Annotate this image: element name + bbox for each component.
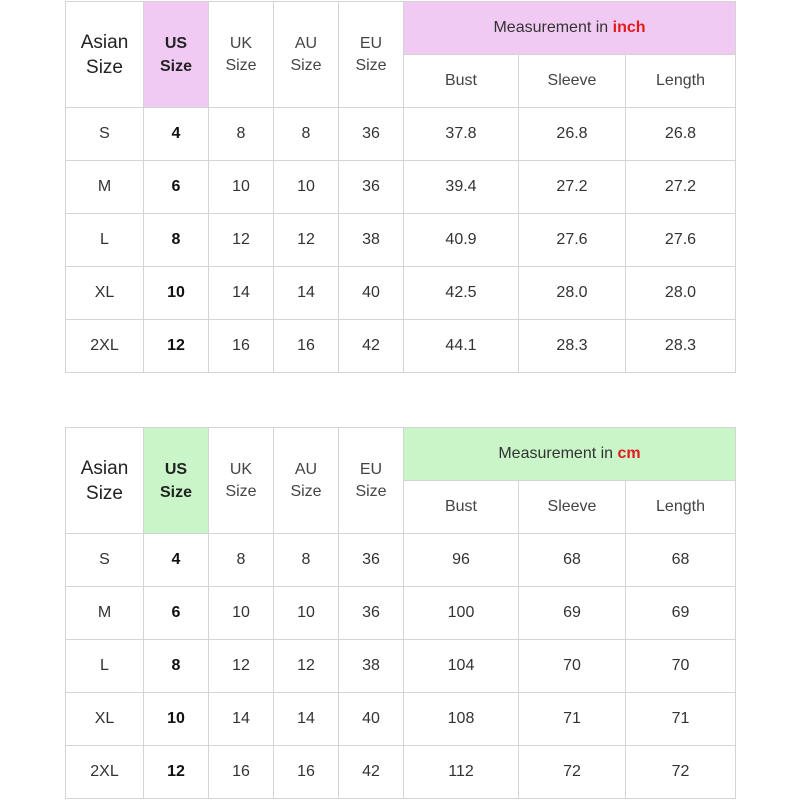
uk-size-cell: 16 (209, 320, 274, 373)
us-size-cell: 6 (144, 161, 209, 214)
sleeve-cell: 27.2 (519, 161, 626, 214)
uk-size-header: UK Size (209, 428, 274, 534)
length-cell: 27.6 (626, 214, 736, 267)
length-cell: 26.8 (626, 108, 736, 161)
table-row (66, 214, 736, 267)
table-row (66, 161, 736, 214)
bust-cell: 40.9 (404, 214, 519, 267)
eu-size-cell: 42 (339, 320, 404, 373)
table-row (66, 640, 736, 693)
asian-size-cell: L (66, 640, 144, 693)
eu-size-cell: 36 (339, 587, 404, 640)
au-size-cell: 10 (274, 587, 339, 640)
length-cell: 27.2 (626, 161, 736, 214)
us-size-cell: 4 (144, 108, 209, 161)
bust-cell: 39.4 (404, 161, 519, 214)
sleeve-cell: 70 (519, 640, 626, 693)
us-size-cell: 4 (144, 534, 209, 587)
length-cell: 68 (626, 534, 736, 587)
measurement-header (404, 428, 736, 481)
asian-size-cell: XL (66, 693, 144, 746)
sleeve-cell: 28.3 (519, 320, 626, 373)
sleeve-cell: 28.0 (519, 267, 626, 320)
size-chart-inch (65, 1, 736, 373)
us-size-header: US Size (144, 428, 209, 534)
au-size-cell: 8 (274, 108, 339, 161)
table-row (66, 746, 736, 799)
au-size-cell: 12 (274, 214, 339, 267)
eu-size-cell: 42 (339, 746, 404, 799)
length-cell: 71 (626, 693, 736, 746)
au-size-header: AU Size (274, 428, 339, 534)
uk-size-cell: 12 (209, 214, 274, 267)
bust-cell: 96 (404, 534, 519, 587)
asian-size-cell: 2XL (66, 320, 144, 373)
au-size-cell: 14 (274, 267, 339, 320)
length-cell: 28.0 (626, 267, 736, 320)
bust-cell: 108 (404, 693, 519, 746)
au-size-cell: 12 (274, 640, 339, 693)
sleeve-cell: 71 (519, 693, 626, 746)
asian-size-cell: M (66, 587, 144, 640)
bust-header: Bust (404, 55, 519, 108)
bust-cell: 44.1 (404, 320, 519, 373)
asian-size-header: Asian Size (66, 428, 144, 534)
us-size-cell: 10 (144, 693, 209, 746)
asian-size-cell: 2XL (66, 746, 144, 799)
measurement-header (404, 2, 736, 55)
uk-size-cell: 10 (209, 587, 274, 640)
sleeve-cell: 68 (519, 534, 626, 587)
eu-size-cell: 36 (339, 108, 404, 161)
sleeve-header: Sleeve (519, 481, 626, 534)
bust-header: Bust (404, 481, 519, 534)
length-cell: 72 (626, 746, 736, 799)
au-size-header: AU Size (274, 2, 339, 108)
sleeve-cell: 27.6 (519, 214, 626, 267)
table-row (66, 320, 736, 373)
au-size-cell: 14 (274, 693, 339, 746)
bust-cell: 42.5 (404, 267, 519, 320)
us-size-cell: 8 (144, 214, 209, 267)
uk-size-cell: 14 (209, 267, 274, 320)
table-row (66, 534, 736, 587)
bust-cell: 104 (404, 640, 519, 693)
us-size-cell: 8 (144, 640, 209, 693)
asian-size-cell: S (66, 108, 144, 161)
measurement-prefix: Measurement in (493, 19, 609, 36)
sleeve-cell: 26.8 (519, 108, 626, 161)
us-size-cell: 10 (144, 267, 209, 320)
table-row (66, 267, 736, 320)
sleeve-cell: 72 (519, 746, 626, 799)
uk-size-cell: 16 (209, 746, 274, 799)
eu-size-cell: 38 (339, 214, 404, 267)
au-size-cell: 8 (274, 534, 339, 587)
eu-size-cell: 40 (339, 693, 404, 746)
uk-size-cell: 10 (209, 161, 274, 214)
measurement-unit: inch (612, 19, 646, 36)
us-size-cell: 12 (144, 746, 209, 799)
uk-size-header: UK Size (209, 2, 274, 108)
length-header: Length (626, 481, 736, 534)
eu-size-header: EU Size (339, 428, 404, 534)
sleeve-cell: 69 (519, 587, 626, 640)
uk-size-cell: 8 (209, 534, 274, 587)
uk-size-cell: 8 (209, 108, 274, 161)
bust-cell: 112 (404, 746, 519, 799)
au-size-cell: 16 (274, 746, 339, 799)
asian-size-header: Asian Size (66, 2, 144, 108)
eu-size-cell: 38 (339, 640, 404, 693)
us-size-cell: 12 (144, 320, 209, 373)
bust-cell: 100 (404, 587, 519, 640)
size-chart-cm (65, 427, 736, 799)
measurement-prefix: Measurement in (498, 445, 614, 462)
asian-size-cell: S (66, 534, 144, 587)
au-size-cell: 10 (274, 161, 339, 214)
asian-size-cell: L (66, 214, 144, 267)
sleeve-header: Sleeve (519, 55, 626, 108)
uk-size-cell: 14 (209, 693, 274, 746)
au-size-cell: 16 (274, 320, 339, 373)
table-row (66, 693, 736, 746)
asian-size-cell: XL (66, 267, 144, 320)
length-cell: 28.3 (626, 320, 736, 373)
us-size-header: US Size (144, 2, 209, 108)
eu-size-cell: 40 (339, 267, 404, 320)
bust-cell: 37.8 (404, 108, 519, 161)
length-header: Length (626, 55, 736, 108)
us-size-cell: 6 (144, 587, 209, 640)
eu-size-cell: 36 (339, 534, 404, 587)
eu-size-cell: 36 (339, 161, 404, 214)
length-cell: 69 (626, 587, 736, 640)
table-row (66, 108, 736, 161)
asian-size-cell: M (66, 161, 144, 214)
eu-size-header: EU Size (339, 2, 404, 108)
table-row (66, 587, 736, 640)
length-cell: 70 (626, 640, 736, 693)
measurement-unit: cm (617, 445, 641, 462)
uk-size-cell: 12 (209, 640, 274, 693)
